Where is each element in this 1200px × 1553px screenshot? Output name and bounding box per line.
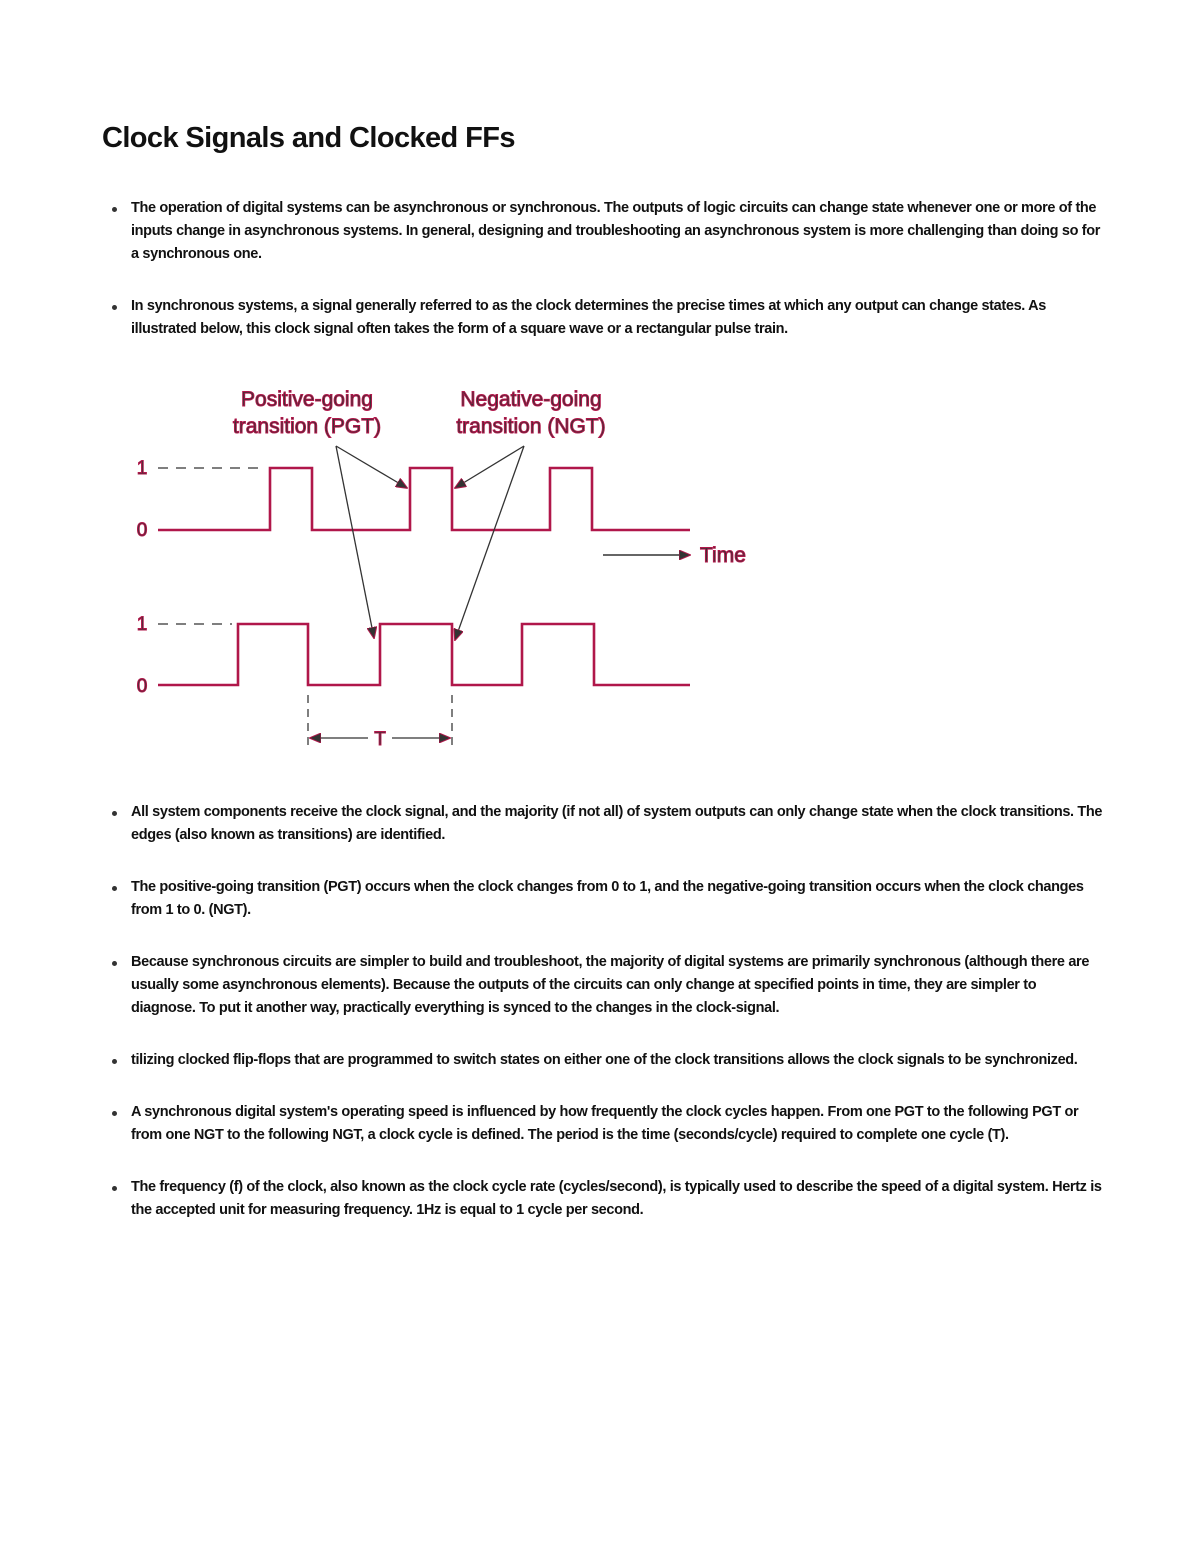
bullet-icon — [112, 207, 117, 212]
bullet-icon — [112, 1186, 117, 1191]
ngt-arrow-to-wave1 — [455, 446, 524, 488]
bullet-icon — [112, 1059, 117, 1064]
list-item — [104, 197, 1104, 266]
list-item-text: In synchronous systems, a signal generally referred to as the clock determines the precise times at which any output can change states. As illustrated below, this clock signal often takes the form of a square wave or a rectangular pulse train. — [131, 298, 1046, 337]
clock-waveform-2 — [158, 624, 690, 685]
time-label: Time — [700, 544, 746, 567]
list-item-text: A synchronous digital system's operating speed is influenced by how frequently the clock cycles happen. From one PGT to the following PGT or from one NGT to the following NGT, a clock cycle is defined. The period is the time (seconds/cycle) required to complete one cycle (T). — [131, 1104, 1079, 1143]
wave2-low-label: 0 — [136, 676, 148, 697]
list-item-text: The frequency (f) of the clock, also known as the clock cycle rate (cycles/second), is typically used to describe the speed of a digital system. Hertz is the accepted unit for measuring frequency. 1Hz is equal to 1 cycle per second. — [131, 1179, 1102, 1218]
period-label: T — [374, 729, 386, 750]
bullet-icon — [112, 961, 117, 966]
bullet-icon — [112, 305, 117, 310]
list-item — [104, 1049, 1104, 1072]
pgt-arrow-to-wave1 — [336, 446, 407, 488]
list-item-text: tilizing clocked flip-flops that are programmed to switch states on either one of the clock transitions allows the clock signals to be synchronized. — [131, 1052, 1078, 1068]
list-item-text: The operation of digital systems can be asynchronous or synchronous. The outputs of logic circuits can change state whenever one or more of the inputs change in asynchronous systems. In general, designing and troubleshooting an asynchronous system is more challenging than doing so for a synchronous one. — [131, 200, 1101, 262]
wave1-high-label: 1 — [136, 458, 148, 479]
clock-signal-figure — [110, 370, 790, 770]
ngt-arrow-to-wave2 — [455, 446, 524, 640]
wave1-low-label: 0 — [136, 520, 148, 541]
list-item — [104, 1101, 1104, 1147]
page-title: Clock Signals and Clocked FFs — [102, 122, 515, 154]
clock-waveform-1 — [158, 468, 690, 530]
clock-waveform-diagram — [110, 370, 790, 770]
ngt-label-line1: Negative-going — [460, 388, 602, 411]
bullet-list-intro — [104, 197, 1104, 370]
pgt-label-line2: transition (PGT) — [232, 415, 382, 438]
list-item — [104, 801, 1104, 847]
list-item — [104, 951, 1104, 1020]
wave2-high-label: 1 — [136, 614, 148, 635]
list-item — [104, 295, 1104, 341]
list-item — [104, 876, 1104, 922]
list-item-text: Because synchronous circuits are simpler to build and troubleshoot, the majority of digital systems are primarily synchronous (although there are usually some asynchronous elements). Because the outputs of the circuits can only change at specified points in time, they are simpler to diagnose. To put it another way, practically everything is synced to the changes in the clock-signal. — [131, 954, 1090, 1016]
list-item — [104, 1176, 1104, 1222]
bullet-list-details — [104, 801, 1104, 1251]
pgt-arrow-to-wave2 — [336, 446, 374, 638]
bullet-icon — [112, 886, 117, 891]
pgt-label-line1: Positive-going — [241, 388, 373, 411]
list-item-text: The positive-going transition (PGT) occurs when the clock changes from 0 to 1, and the negative-going transition occurs when the clock changes from 1 to 0. (NGT). — [131, 879, 1084, 918]
ngt-label-line2: transition (NGT) — [456, 415, 606, 438]
bullet-icon — [112, 811, 117, 816]
list-item-text: All system components receive the clock signal, and the majority (if not all) of system outputs can only change state when the clock transitions. The edges (also known as transitions) are identified. — [131, 804, 1103, 843]
bullet-icon — [112, 1111, 117, 1116]
